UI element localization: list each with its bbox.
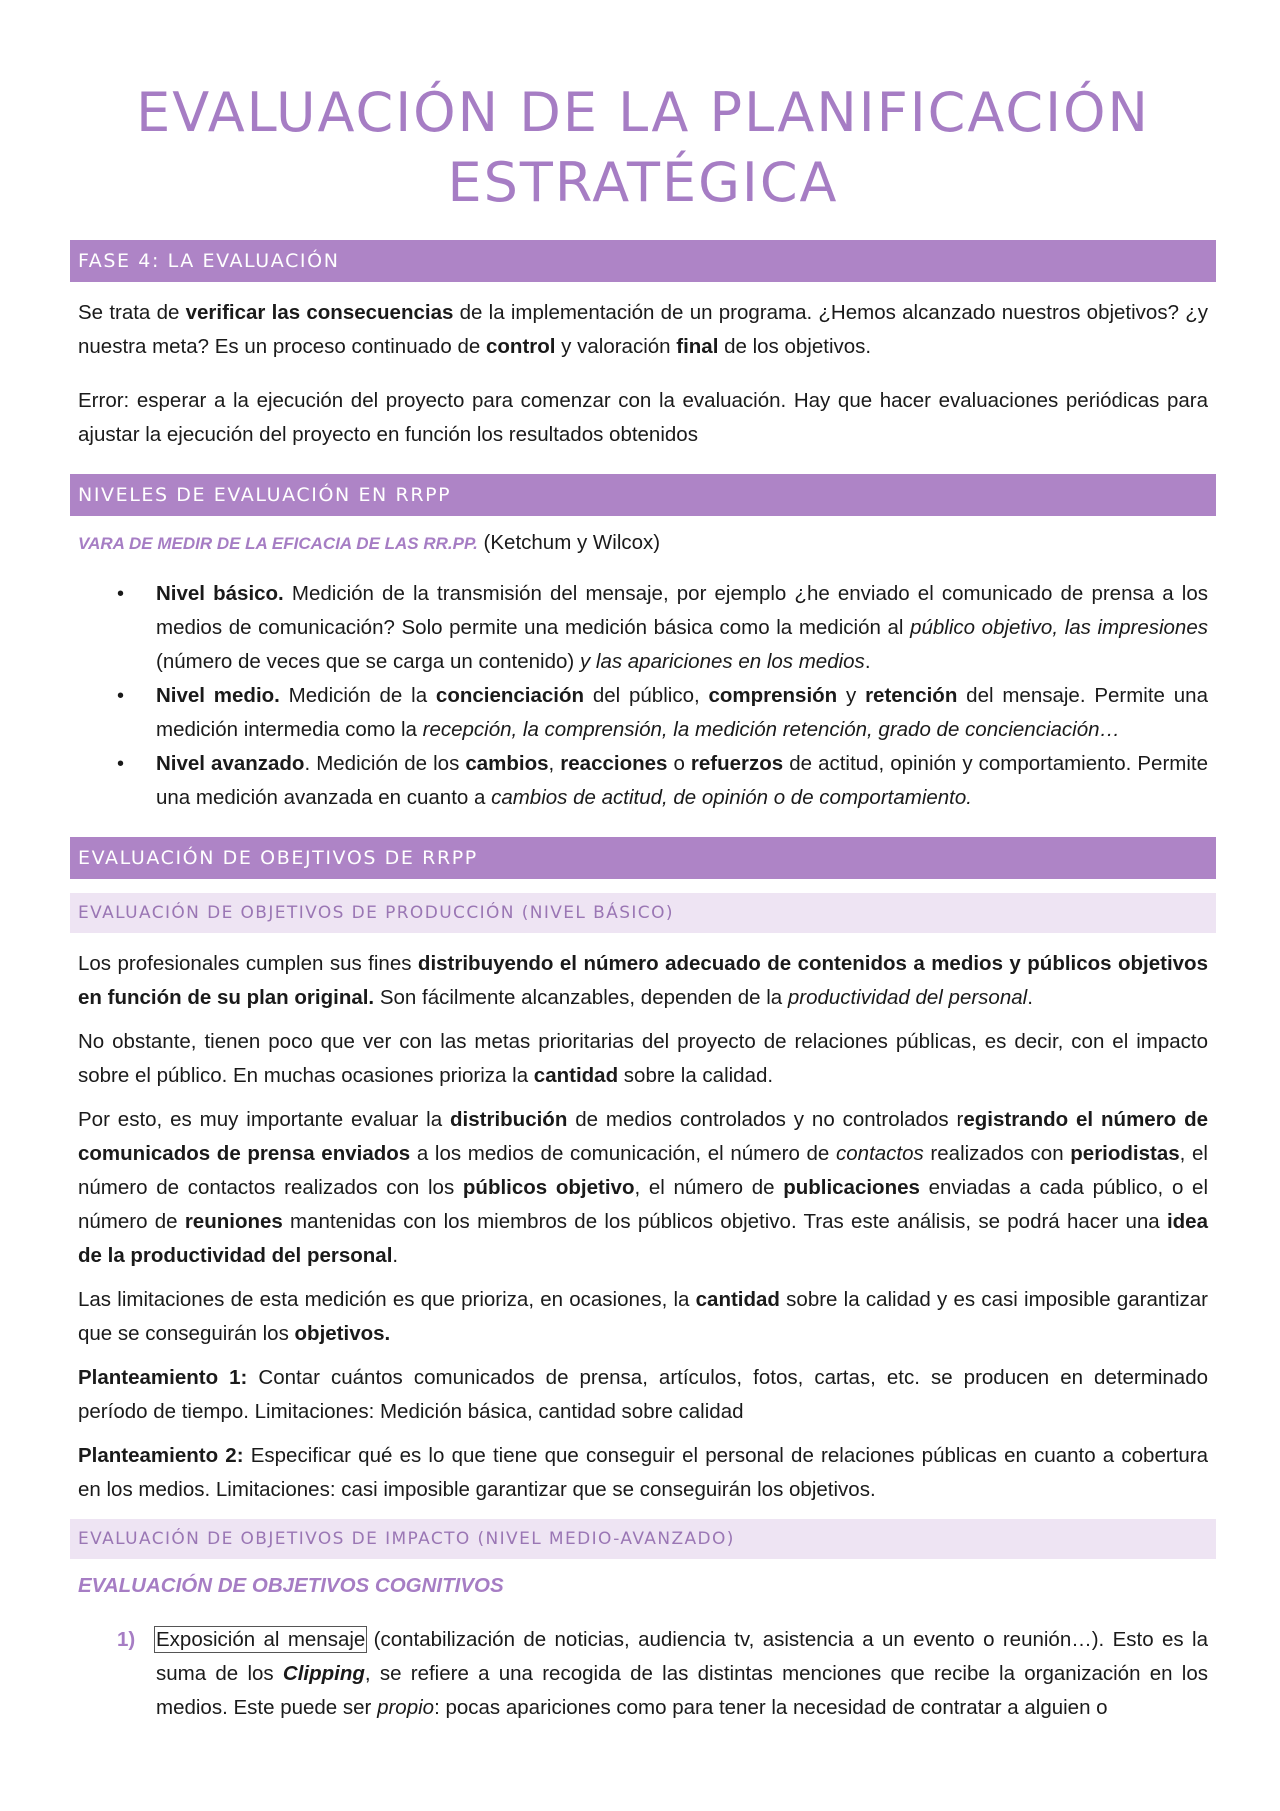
paragraph-produccion-1: Los profesionales cumplen sus fines distribuyendo el número adecuado de contenidos a medios y públicos objetivos en función de su plan original. Son fácilmente alcanzables, dependen de la productividad del personal. (78, 952, 1208, 1009)
paragraph-fase4-intro: Se trata de verificar las consecuencias de la implementación de un programa. ¿Hemos alcanzado nuestros objetivos? ¿y nuestra meta? Es un proceso continuado de control y valoración final de los objetivos. (78, 301, 1208, 358)
title-line-2: ESTRATÉGICA (447, 151, 839, 214)
list-item-exposicion: 1) Exposición al mensaje (contabilización de noticias, audiencia tv, asistencia a un evento o reunión…). Esto es la suma de los Clipping, se refiere a una recogida de las distintas menciones que recibe la organización en los medios. Este puede ser propio: pocas apariciones como para tener la necesidad de contratar a alguien o (70, 1623, 1216, 1725)
paragraph-fase4-error: Error: esperar a la ejecución del proyecto para comenzar con la evaluación. Hay que hacer evaluaciones periódicas para ajustar la ejecución del proyecto en función los resultados obtenidos (78, 389, 1208, 446)
list-item-nivel-medio: • Nivel medio. Medición de la concienciación del público, comprensión y retención del mensaje. Permite una medición intermedia como la recepción, la comprensión, la medición retención, grado de concienciación… (70, 679, 1216, 747)
title-line-1: EVALUACIÓN DE LA PLANIFICACIÓN (136, 81, 1150, 144)
subheading-objetivos-cognitivos: EVALUACIÓN DE OBJETIVOS COGNITIVOS (78, 1574, 504, 1597)
paragraph-produccion-3: Por esto, es muy importante evaluar la distribución de medios controlados y no controlados registrando el número de comunicados de prensa enviados a los medios de comunicación, el número de contactos realizados con periodistas, el número de contactos realizados con los públicos objetivo, el número de publicaciones enviadas a cada público, o el número de reuniones mantenidas con los miembros de los públicos objetivo. Tras este análisis, se podrá hacer una idea de la productividad del personal. (78, 1108, 1209, 1267)
section-heading-niveles: NIVELES DE EVALUACIÓN EN RRPP (70, 474, 1216, 516)
bullet-icon: • (117, 753, 125, 775)
document-page (70, 0, 1216, 1725)
subsection-heading-impacto: EVALUACIÓN DE OBJETIVOS DE IMPACTO (NIVEL MEDIO-AVANZADO) (70, 1519, 1216, 1559)
vara-de-medir-line (70, 526, 1216, 561)
list-number: 1) (117, 1628, 136, 1651)
list-item-nivel-avanzado: • Nivel avanzado. Medición de los cambios, reacciones o refuerzos de actitud, opinión y comportamiento. Permite una medición avanzada en cuanto a cambios de actitud, de opinión o de comportamiento. (70, 747, 1216, 815)
exposicion-highlight: Exposición al mensaje (156, 1628, 366, 1651)
paragraph-planteamiento-2: Planteamiento 2: Especificar qué es lo que tiene que conseguir el personal de relaciones públicas en cuanto a cobertura en los medios. Limitaciones: casi imposible garantizar que se conseguirán los objetivos. (78, 1444, 1209, 1501)
section-heading-fase4: FASE 4: LA EVALUACIÓN (70, 240, 1216, 282)
bullet-icon: • (117, 685, 125, 707)
bullet-icon: • (117, 583, 125, 605)
niveles-list (70, 577, 1216, 815)
paragraph-planteamiento-1: Planteamiento 1: Contar cuántos comunicados de prensa, artículos, fotos, cartas, etc. se producen en determinado período de tiempo. Limitaciones: Medición básica, cantidad sobre calidad (78, 1366, 1208, 1423)
cognitivos-list (70, 1623, 1216, 1725)
section-heading-objetivos-rrpp: EVALUACIÓN DE OBEJTIVOS DE RRPP (70, 837, 1216, 879)
paragraph-produccion-4: Las limitaciones de esta medición es que prioriza, en ocasiones, la cantidad sobre la calidad y es casi imposible garantizar que se conseguirán los objetivos. (78, 1288, 1208, 1345)
vara-authors: (Ketchum y Wilcox) (477, 531, 661, 554)
document-title (70, 78, 1216, 218)
paragraph-produccion-2: No obstante, tienen poco que ver con las metas prioritarias del proyecto de relaciones públicas, es decir, con el impacto sobre el público. En muchas ocasiones prioriza la cantidad sobre la calidad. (78, 1030, 1208, 1087)
vara-label: VARA DE MEDIR DE LA EFICACIA DE LAS RR.PP. (78, 534, 478, 553)
list-item-nivel-basico: • Nivel básico. Medición de la transmisión del mensaje, por ejemplo ¿he enviado el comunicado de prensa a los medios de comunicación? Solo permite una medición básica como la medición al público objetivo, las impresiones (número de veces que se carga un contenido) y las apariciones en los medios. (70, 577, 1216, 679)
subsection-heading-produccion: EVALUACIÓN DE OBJETIVOS DE PRODUCCIÓN (NIVEL BÁSICO) (70, 893, 1216, 933)
